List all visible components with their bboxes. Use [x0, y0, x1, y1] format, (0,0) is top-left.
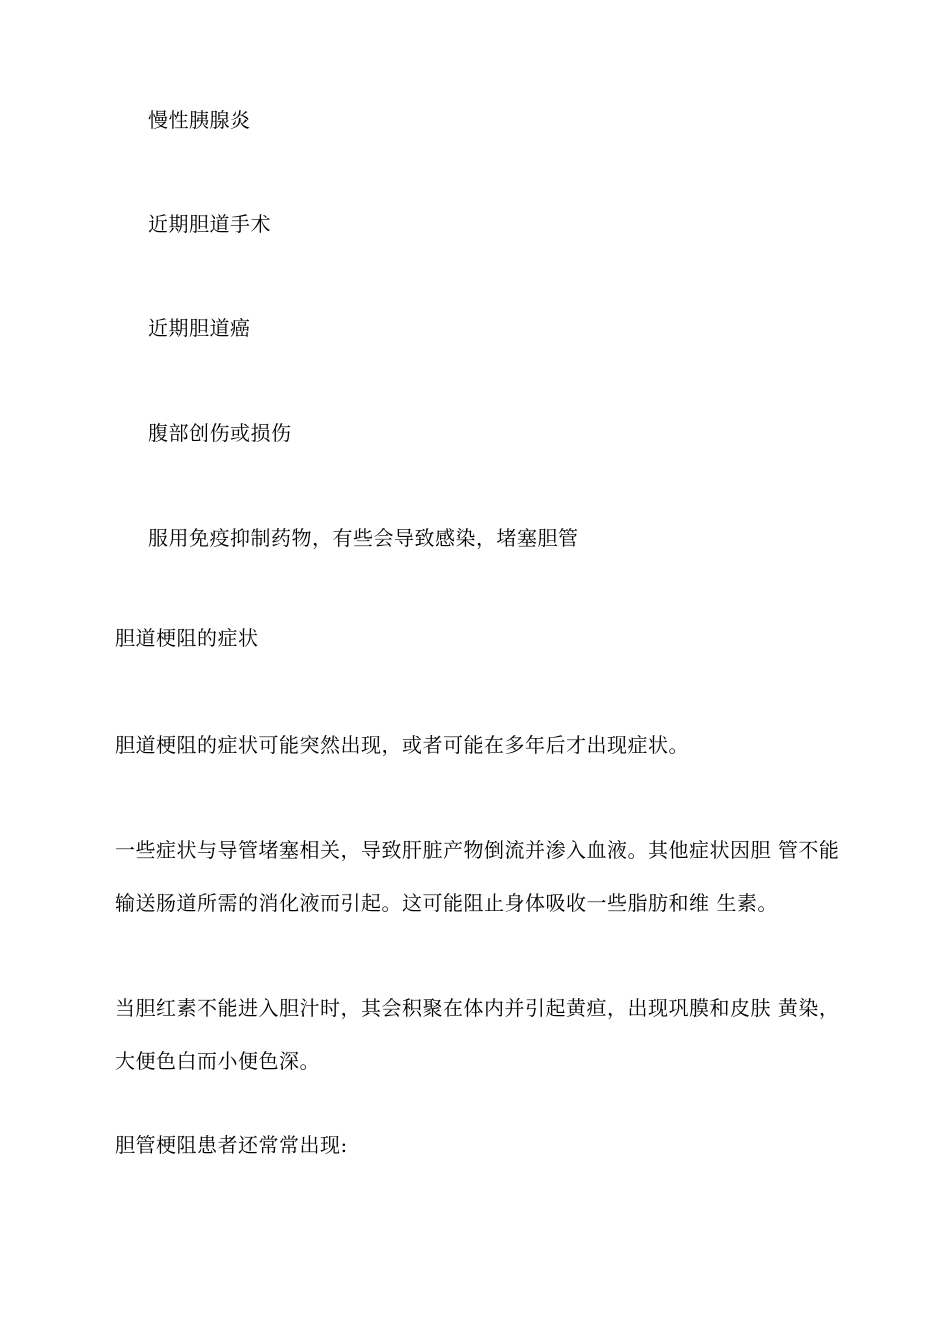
list-item-biliary-cancer: 近期胆道癌	[148, 316, 251, 340]
paragraph-causes-line2: 输送肠道所需的消化液而引起。这可能阻止身体吸收一些脂肪和维 生素。	[115, 891, 778, 915]
list-item-abdominal-trauma: 腹部创伤或损伤	[148, 421, 292, 445]
paragraph-jaundice-line2: 大便色白而小便色深。	[115, 1049, 320, 1073]
paragraph-onset: 胆道梗阻的症状可能突然出现，或者可能在多年后才出现症状。	[115, 733, 689, 757]
section-heading: 胆道梗阻的症状	[115, 626, 259, 650]
list-item-chronic-pancreatitis: 慢性胰腺炎	[148, 108, 251, 132]
list-item-recent-biliary-surgery: 近期胆道手术	[148, 212, 271, 236]
list-item-immunosuppressants: 服用免疫抑制药物，有些会导致感染，堵塞胆管	[148, 526, 579, 550]
paragraph-causes-line1: 一些症状与导管堵塞相关，导致肝脏产物倒流并渗入血液。其他症状因胆 管不能	[115, 838, 840, 862]
paragraph-other-symptoms: 胆管梗阻患者还常常出现:	[115, 1133, 348, 1157]
paragraph-jaundice-line1: 当胆红素不能进入胆汁时，其会积聚在体内并引起黄疸，出现巩膜和皮肤 黄染，	[115, 996, 840, 1020]
